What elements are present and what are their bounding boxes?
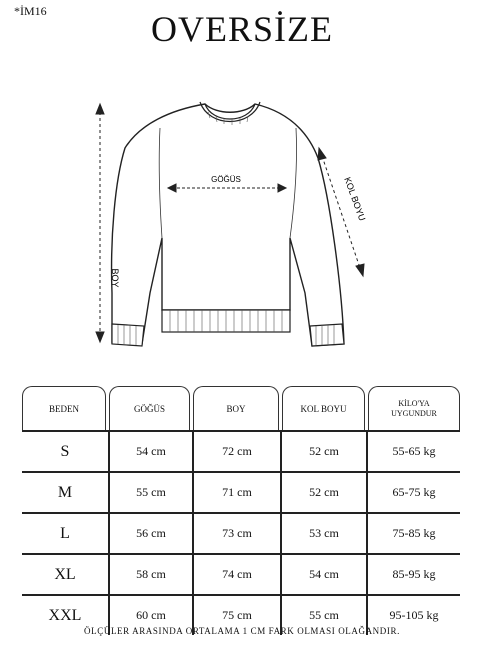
table-row <box>22 473 460 514</box>
length-cell: 75 cm <box>192 596 280 635</box>
weight-cell: 75-85 kg <box>366 514 460 553</box>
header-length: BOY <box>193 386 279 430</box>
size-cell: XXL <box>48 606 82 624</box>
size-cell: S <box>60 442 70 460</box>
weight-cell: 95-105 kg <box>366 596 460 635</box>
sleeve-cell: 55 cm <box>280 596 366 635</box>
size-cell: XL <box>54 565 76 583</box>
sleeve-cell: 53 cm <box>280 514 366 553</box>
sleeve-cell: 54 cm <box>280 555 366 594</box>
left-cuff <box>112 324 144 346</box>
weight-cell: 65-75 kg <box>366 473 460 512</box>
header-weight-line2: UYGUNDUR <box>391 408 437 418</box>
header-sleeve: KOL BOYU <box>282 386 365 430</box>
weight-cell: 85-95 kg <box>366 555 460 594</box>
length-cell: 71 cm <box>192 473 280 512</box>
header-size: BEDEN <box>22 386 106 430</box>
size-table-header <box>22 386 460 430</box>
table-row <box>22 514 460 555</box>
product-code: *İM16 <box>14 4 47 18</box>
table-row <box>22 555 460 596</box>
page-title: OVERSİZE <box>151 9 333 49</box>
chest-label: GÖĞÜS <box>211 175 241 184</box>
weight-cell: 55-65 kg <box>366 432 460 471</box>
sweatshirt-diagram <box>0 88 484 358</box>
chest-cell: 55 cm <box>108 473 192 512</box>
length-cell: 74 cm <box>192 555 280 594</box>
chest-cell: 54 cm <box>108 432 192 471</box>
right-cuff <box>310 324 344 346</box>
size-table-body <box>22 430 460 635</box>
length-label: BOY <box>110 268 120 288</box>
sleeve-cell: 52 cm <box>280 432 366 471</box>
length-measure-arrow <box>96 104 104 342</box>
chest-cell: 60 cm <box>108 596 192 635</box>
sleeve-label: KOL BOYU <box>342 175 368 223</box>
size-cell: M <box>57 483 73 501</box>
length-cell: 72 cm <box>192 432 280 471</box>
header-weight-line1: KİLO'YA <box>398 398 430 408</box>
header-chest: GÖĞÜS <box>109 386 190 430</box>
footer-note: ÖLÇÜLER ARASINDA ORTALAMA 1 CM FARK OLMASI OLAĞANDIR. <box>84 626 400 636</box>
size-cell: L <box>60 524 70 542</box>
chest-cell: 58 cm <box>108 555 192 594</box>
table-row <box>22 432 460 473</box>
chest-cell: 56 cm <box>108 514 192 553</box>
size-table <box>22 386 460 635</box>
header-weight <box>368 386 460 430</box>
sleeve-cell: 52 cm <box>280 473 366 512</box>
length-cell: 73 cm <box>192 514 280 553</box>
